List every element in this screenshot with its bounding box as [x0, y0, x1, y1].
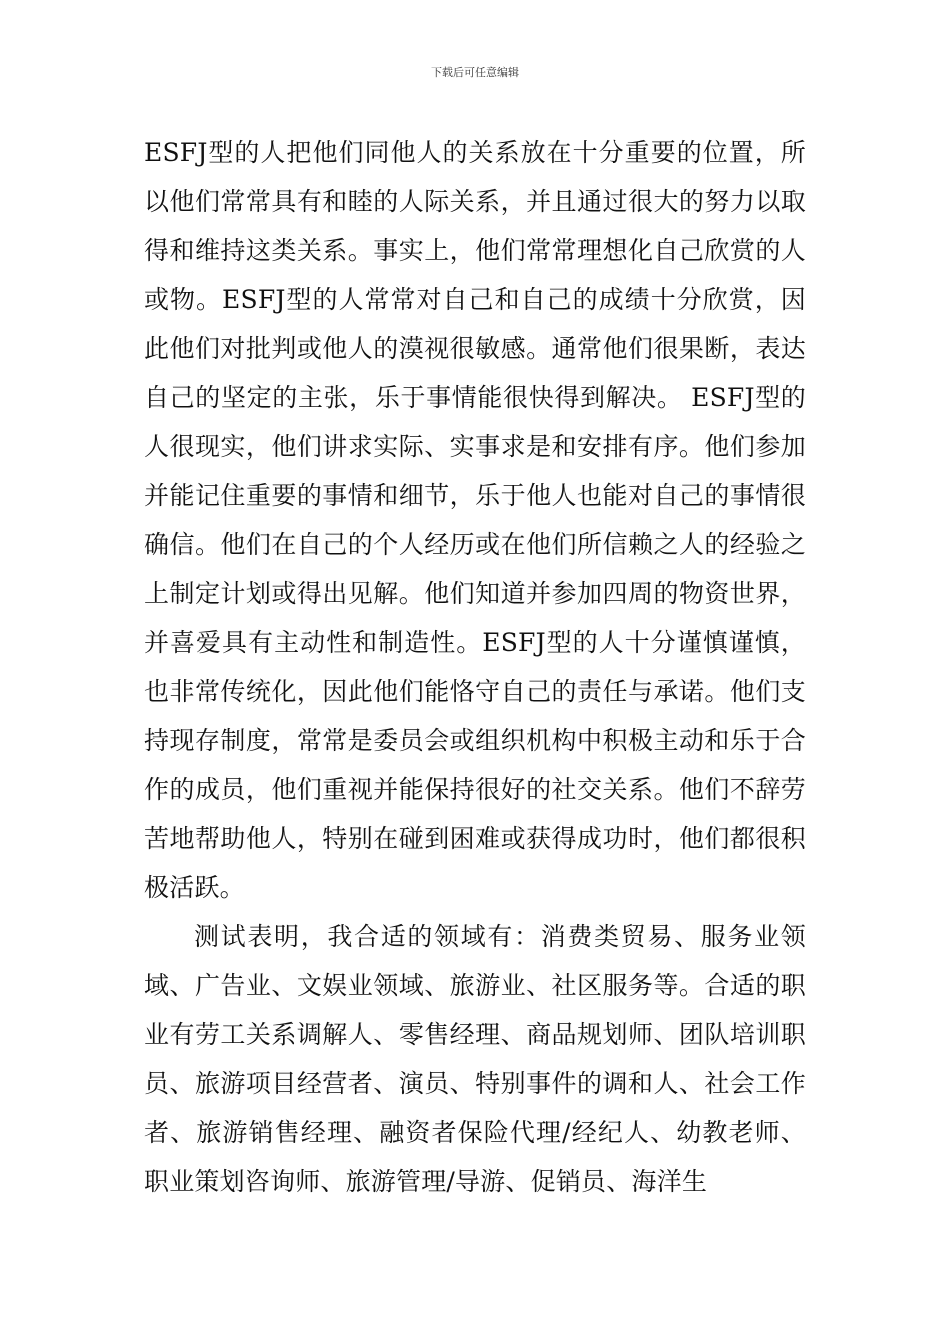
page-header: 下载后可任意编辑 [431, 66, 519, 79]
document-body [144, 128, 806, 1206]
paragraph-esfj-description: ESFJ型的人把他们同他人的关系放在十分重要的位置，所以他们常常具有和睦的人际关系，并且通过很大的努力以取得和维持这类关系。事实上，他们常常理想化自己欣赏的人或物。ESFJ型的人常常对自己和自己的成绩十分欣赏，因此他们对批判或他人的漠视很敏感。通常他们很果断，表达自己的坚定的主张，乐于事情能很快得到解决。 ESFJ型的人很现实，他们讲求实际、实事求是和安排有序。他们参加并能记住重要的事情和细节，乐于他人也能对自己的事情很确信。他们在自己的个人经历或在他们所信赖之人的经验之上制定计划或得出见解。他们知道并参加四周的物资世界，并喜爱具有主动性和制造性。ESFJ型的人十分谨慎谨慎，也非常传统化，因此他们能恪守自己的责任与承诺。他们支持现存制度，常常是委员会或组织机构中积极主动和乐于合作的成员，他们重视并能保持很好的社交关系。他们不辞劳苦地帮助他人，特别在碰到困难或获得成功时，他们都很积极活跃。 [144, 138, 806, 902]
paragraph-suitable-fields: 测试表明，我合适的领域有：消费类贸易、服务业领域、广告业、文娱业领域、旅游业、社区服务等。合适的职业有劳工关系调解人、零售经理、商品规划师、团队培训职员、旅游项目经营者、演员、特别事件的调和人、社会工作者、旅游销售经理、融资者保险代理/经纪人、幼教老师、职业策划咨询师、旅游管理/导游、促销员、海洋生 [144, 922, 806, 1196]
